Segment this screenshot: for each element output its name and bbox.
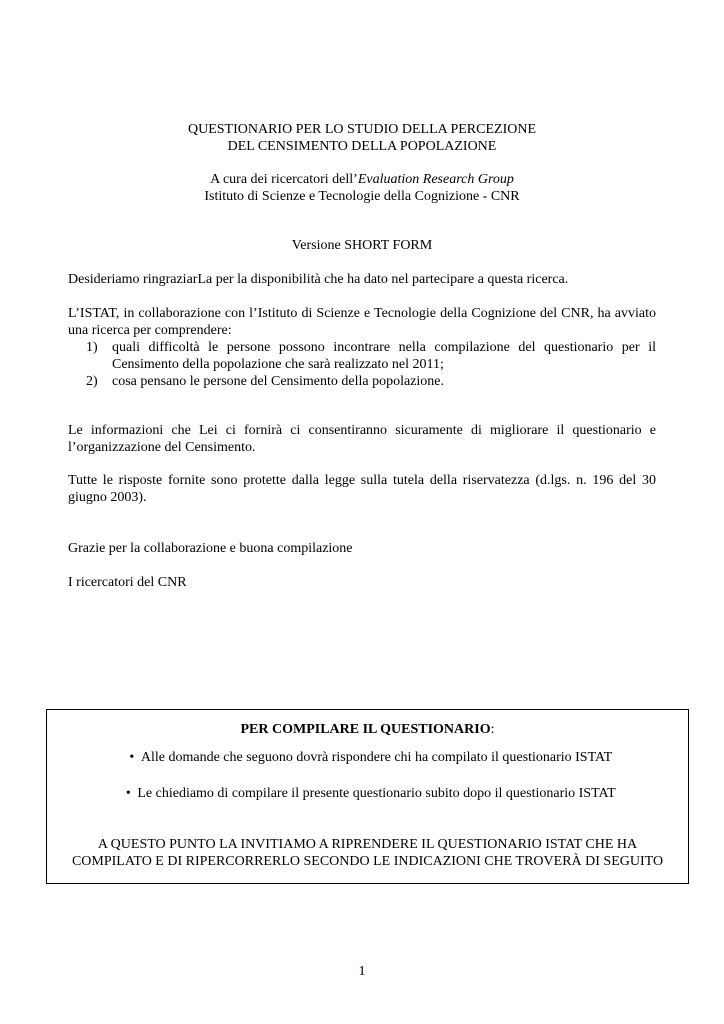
credit-prefix: A cura dei ricercatori dell’ xyxy=(210,172,358,187)
privacy-paragraph: Tutte le risposte fornite sono protette dalla legge sulla tutela della riservatezza (d.lgs. n. 196 del 30 giugno 2003). xyxy=(68,473,656,505)
list-item-number: 1) xyxy=(86,340,98,355)
instructions-heading-colon: : xyxy=(490,722,495,737)
bullet-icon: • xyxy=(129,750,135,765)
information-paragraph: Le informazioni che Lei ci fornirà ci consentiranno sicuramente di migliorare il questionario e l’organizzazione del Censimento. xyxy=(68,423,656,455)
signature: I ricercatori del CNR xyxy=(68,575,187,590)
instruction-text: Le chiediamo di compilare il presente questionario subito dopo il questionario ISTAT xyxy=(137,786,616,801)
version-label: Versione SHORT FORM xyxy=(291,238,433,253)
instructions-heading xyxy=(47,721,688,738)
research-group-name: Evaluation Research Group xyxy=(357,172,514,187)
istat-intro-paragraph: L’ISTAT, in collaborazione con l’Istituto di Scienze e Tecnologie della Cognizione del CNR, ha avviato una ricerca per comprendere: xyxy=(68,306,656,338)
list-item-text: quali difficoltà le persone possono incontrare nella compilazione del questionario per il Censimento della popolazione che sarà realizzato nel 2011; xyxy=(112,340,656,372)
title-line-1: QUESTIONARIO PER LO STUDIO DELLA PERCEZIONE xyxy=(187,122,537,137)
title-line-2: DEL CENSIMENTO DELLA POPOLAZIONE xyxy=(227,139,497,154)
page-number: 1 xyxy=(358,964,366,979)
instruction-text: Alle domande che seguono dovrà rispondere chi ha compilato il questionario ISTAT xyxy=(140,750,613,765)
research-goals-list xyxy=(68,339,656,390)
credit-block xyxy=(0,171,724,205)
final-instruction-line-1: A QUESTO PUNTO LA INVITIAMO A RIPRENDERE IL QUESTIONARIO ISTAT CHE HA xyxy=(97,837,638,852)
instructions-box xyxy=(46,709,689,884)
list-item-number: 2) xyxy=(86,374,98,389)
list-item-text: cosa pensano le persone del Censimento della popolazione. xyxy=(112,374,445,389)
instructions-heading-text: PER COMPILARE IL QUESTIONARIO xyxy=(240,722,491,737)
instruction-bullet-item xyxy=(47,749,688,766)
list-item xyxy=(68,339,656,373)
document-title xyxy=(0,121,724,155)
bullet-icon: • xyxy=(125,786,131,801)
thanks-paragraph: Desideriamo ringraziarLa per la disponibilità che ha dato nel partecipare a questa ricerca. xyxy=(68,272,569,287)
institute-name: Istituto di Scienze e Tecnologie della Cognizione - CNR xyxy=(204,189,520,204)
closing-paragraph: Grazie per la collaborazione e buona compilazione xyxy=(68,541,353,556)
final-instruction-line-2: COMPILATO E DI RIPERCORRERLO SECONDO LE INDICAZIONI CHE TROVERÀ DI SEGUITO xyxy=(71,854,664,869)
list-item xyxy=(68,373,656,390)
credit-line xyxy=(0,171,724,188)
instruction-bullet-item xyxy=(47,785,688,802)
final-instruction xyxy=(47,836,688,870)
